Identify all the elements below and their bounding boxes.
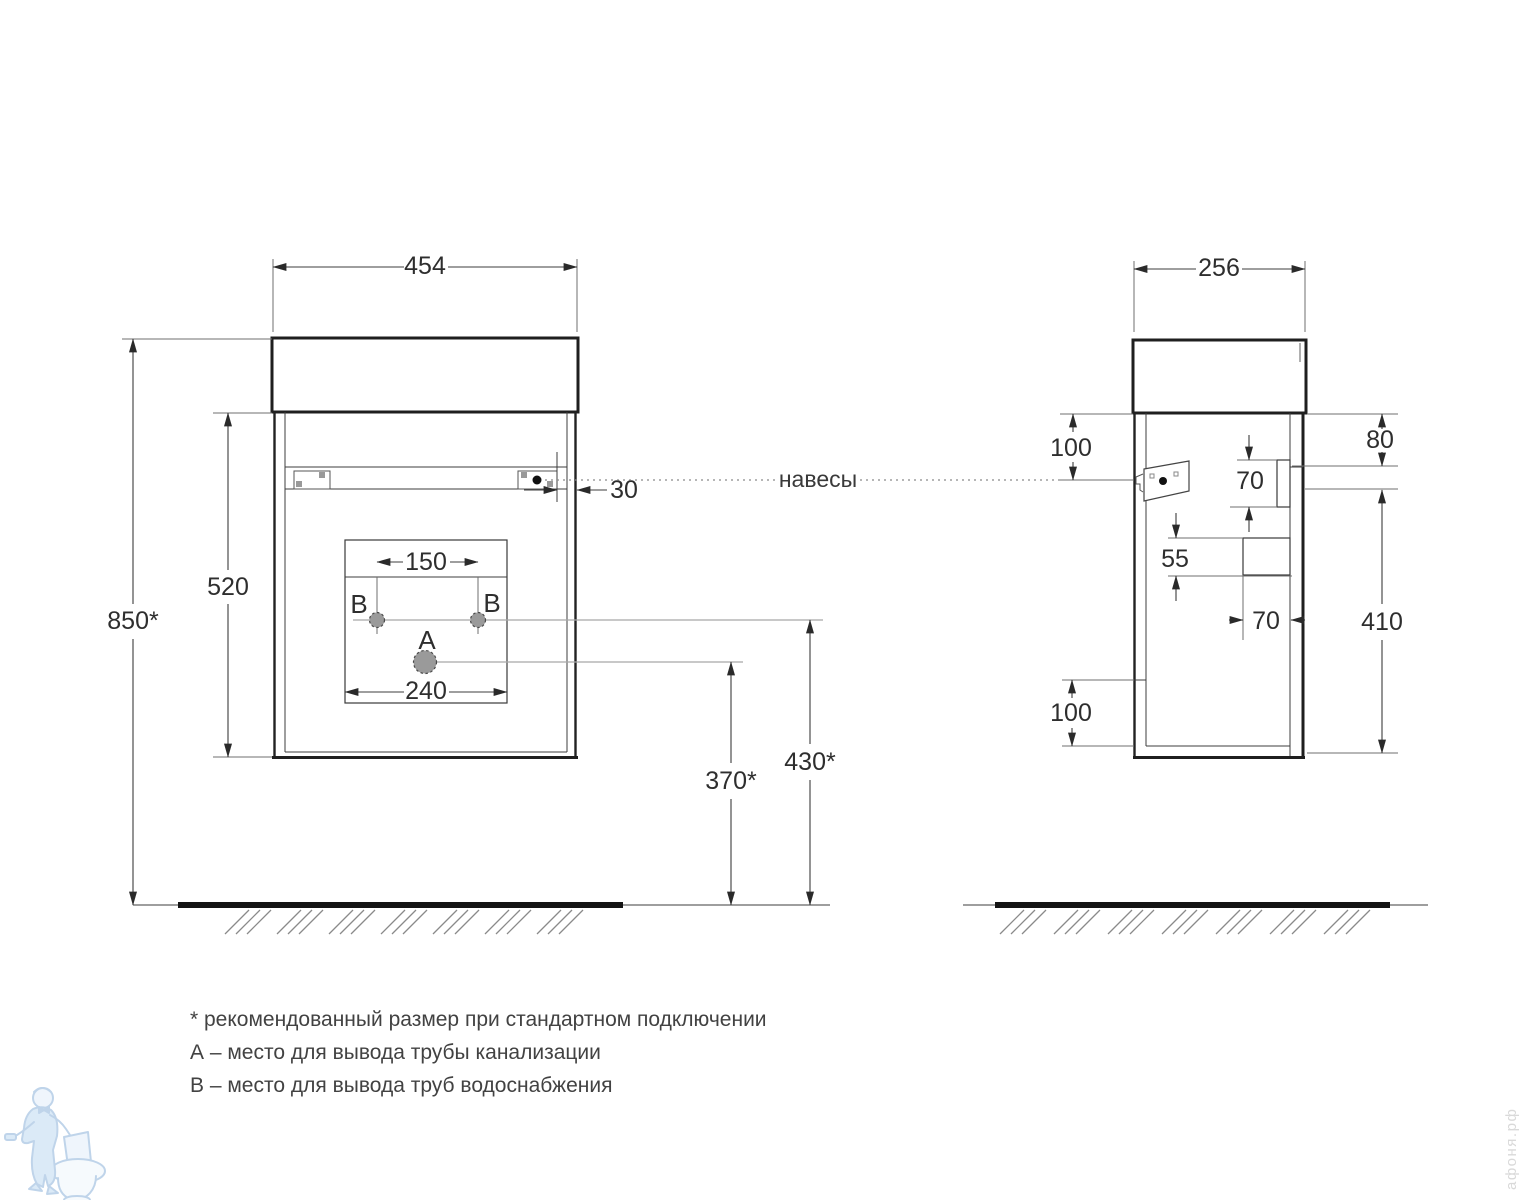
dim-slide-rail-depth: [1229, 607, 1305, 635]
dim-drain-height-label: 370*: [705, 767, 757, 795]
side-washbasin: [1133, 340, 1306, 413]
dim-slide-rail-depth-label: 70: [1252, 607, 1280, 635]
side-hanger-bracket: [1136, 461, 1189, 501]
dim-side-depth-label: 256: [1198, 254, 1240, 282]
dim-slide-rail-gap-label: 55: [1161, 545, 1189, 573]
dim-hanger-rail-height-label: 70: [1236, 467, 1264, 495]
dim-door-top-gap-label: 80: [1366, 426, 1394, 454]
dim-front-body-height-label: 520: [207, 573, 249, 601]
dim-outlet-spacing: [377, 548, 478, 576]
hanger-point: [533, 476, 542, 485]
dim-door-height: [1305, 489, 1403, 753]
front-washbasin: [272, 338, 578, 412]
dim-plinth-notch: [1050, 680, 1134, 746]
water-outlet-left: [370, 613, 385, 628]
dim-side-depth: [1134, 254, 1305, 332]
dim-door-height-label: 410: [1361, 608, 1403, 636]
side-view: [1050, 254, 1403, 758]
legend: [190, 1008, 767, 1097]
dim-drain-height: [705, 662, 757, 905]
dim-recess-width-label: 240: [405, 677, 447, 705]
legend-note-asterisk: * рекомендованный размер при стандартном подключении: [190, 1008, 767, 1031]
dim-hanger-drop-label: 100: [1050, 434, 1092, 462]
slide-rail-profile: [1243, 538, 1290, 575]
ground-left: [133, 905, 830, 934]
dim-hanger-rail-height: [1230, 435, 1277, 532]
dim-front-width-label: 454: [404, 252, 446, 280]
hanger-rail-profile: [1277, 460, 1290, 507]
dim-front-height: [107, 339, 272, 905]
dim-outlet-spacing-label: 150: [405, 548, 447, 576]
dim-water-height-label: 430*: [784, 748, 836, 776]
hangers-callout-label: навесы: [778, 466, 858, 492]
site-watermark: афоня.рф: [1503, 1107, 1520, 1190]
legend-note-a: А – место для вывода трубы канализации: [190, 1041, 601, 1064]
dim-water-height: [784, 620, 836, 905]
dim-plinth-notch-label: 100: [1050, 699, 1092, 727]
dim-recess-width: [345, 677, 507, 705]
front-hanger-rail: [285, 452, 567, 502]
front-cabinet-body: [272, 412, 578, 758]
dim-hanger-drop: [1050, 414, 1133, 480]
dim-front-body-height: [207, 413, 272, 757]
plumber-logo-watermark: [5, 1088, 105, 1200]
dim-front-height-label: 850*: [107, 607, 159, 635]
dim-front-width: [273, 252, 577, 332]
dim-hanger-inset-label: 30: [610, 476, 638, 504]
point-b-left-label: B: [350, 589, 368, 619]
point-b-right-label: B: [483, 588, 501, 618]
legend-note-b: В – место для вывода труб водоснабжения: [190, 1074, 613, 1097]
point-a-label: A: [418, 625, 436, 655]
ground-right: [963, 905, 1428, 934]
dim-door-top-gap: [1292, 414, 1398, 466]
front-view: [107, 252, 836, 905]
